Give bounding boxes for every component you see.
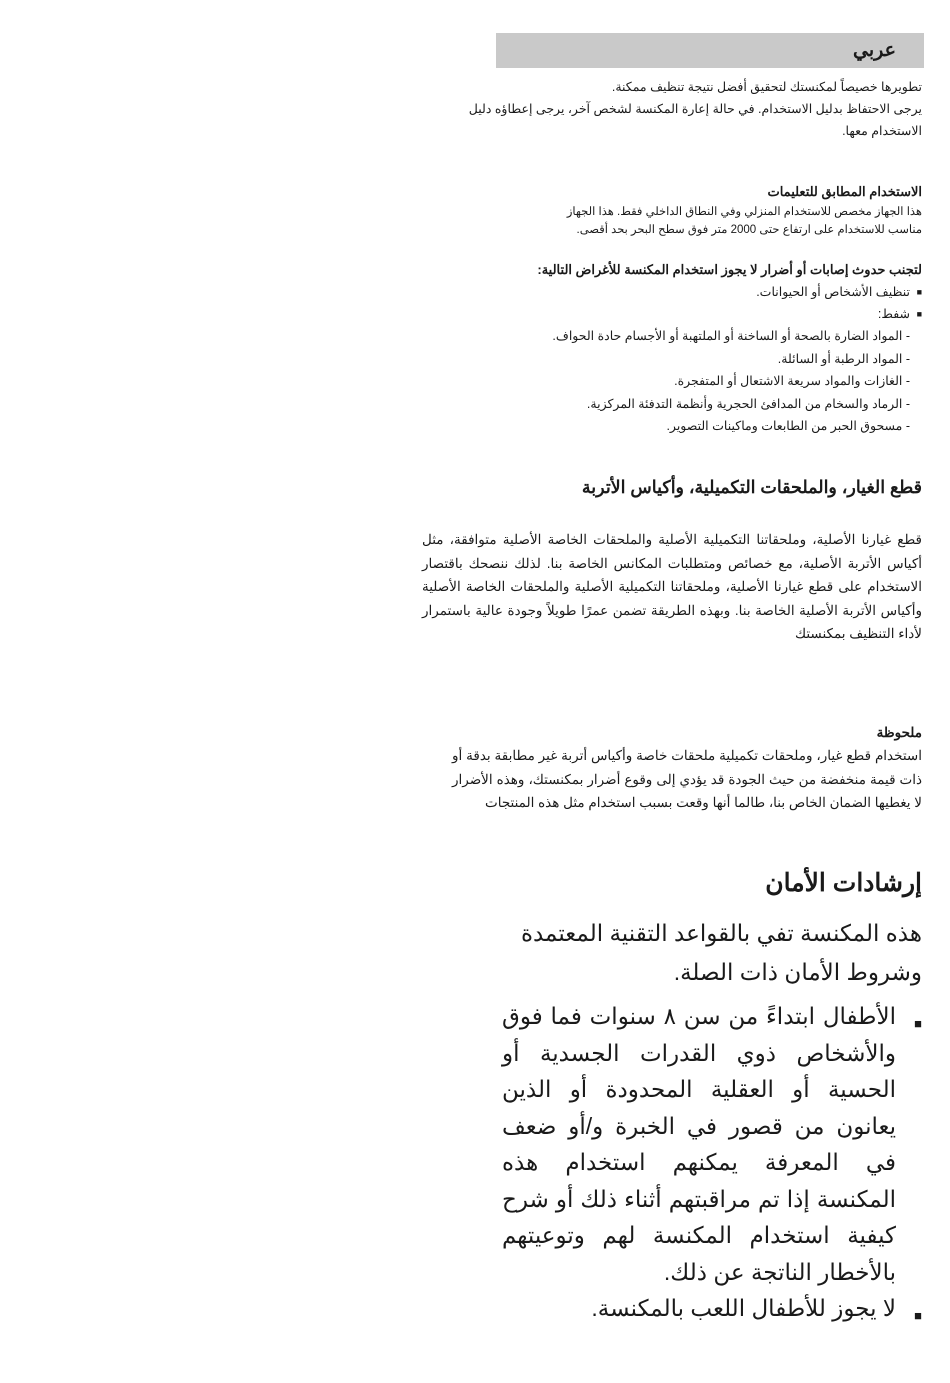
note-body: استخدام قطع غيار، وملحقات تكميلية ملحقات خاصة وأكياس أتربة غير مطابقة بدقة أو ذات قيمة منخفضة من حيث الجودة قد يؤدي إلى وقوع أضرار بمكنستك، وهذه الأضرار لا يغطيها الضمان الخاص بنا، طالما أنها وقعت بسبب استخدام مثل هذه المنتجات [452, 748, 922, 810]
spare-parts-section [422, 477, 922, 646]
language-label: عربي [853, 40, 896, 61]
list-item: ■ لا يجوز للأطفال اللعب بالمكنسة. [502, 1290, 922, 1327]
intended-use-heading: الاستخدام المطابق للتعليمات [767, 184, 922, 199]
prohibited-uses-list [402, 281, 922, 325]
sub-list-item: - المواد الرطبة أو السائلة. [777, 351, 910, 366]
spare-parts-body: قطع غيارنا الأصلية، وملحقاتنا التكميلية الأصلية والملحقات الخاصة الأصلية متوافقة، مثل أكياس الأتربة الأصلية، مع خصائص ومتطلبات المكانس الخاصة بنا. لذلك ننصحك باقتصار الاستخدام على قطع غيارنا الأصلية، وملحقاتنا التكميلية الأصلية والملحقات الخاصة الأصلية وأكياس الأتربة الأصلية الخاصة بنا. وبهذه الطريقة تضمن عمرًا طويلاً وجودة عالية باستمرار لأداء التنظيف بمكنستك [422, 532, 922, 641]
list-item: ■ الأطفال ابتداءً من سن ٨ سنوات فما فوق والأشخاص ذوي القدرات الجسدية أو الحسية أو العقلية المحدودة أو الذين يعانون من قصور في الخبرة و/أو ضعف في المعرفة يمكنهم استخدام هذه المكنسة إذا تم مراقبتهم أثناء ذلك أو شرح كيفية استخدام المكنسة لهم وتوعيتهم بالأخطار الناتجة عن ذلك. [502, 998, 922, 1290]
safety-list [502, 998, 922, 1327]
spare-parts-heading: قطع الغيار، والملحقات التكميلية، وأكياس الأتربة [581, 477, 922, 497]
intended-use-line-2: مناسب للاستخدام على ارتفاع حتى 2000 متر فوق سطح البحر بحد أقصى. [576, 224, 922, 236]
note-section [452, 722, 922, 815]
intro-section [422, 76, 922, 142]
prohibited-uses-heading: لتجنب حدوث إصابات أو أضرار لا يجوز استخدام المكنسة للأغراض التالية: [537, 262, 922, 277]
list-item-label: ■ شفط: [877, 307, 910, 321]
intended-use-line-1: هذا الجهاز مخصص للاستخدام المنزلي وفي النطاق الداخلي فقط. هذا الجهاز [566, 206, 922, 218]
sub-list-item: - الرماد والسخام من المدافئ الحجرية وأنظمة التدفئة المركزية. [586, 396, 910, 411]
language-header-bar [496, 33, 924, 68]
sub-list-item: - المواد الضارة بالصحة أو الساخنة أو الملتهبة أو الأجسام حادة الحواف. [552, 329, 910, 343]
safety-intro: هذه المكنسة تفي بالقواعد التقنية المعتمدة وشروط الأمان ذات الصلة. [520, 920, 922, 985]
intro-line-2: يرجى الاحتفاظ بدليل الاستخدام. في حالة إعارة المكنسة لشخص آخر، يرجى إعطاؤه دليل الاستخدام معها. [468, 102, 922, 138]
sub-list-item: - الغازات والمواد سريعة الاشتعال أو المتفجرة. [674, 374, 910, 388]
safety-section [502, 860, 922, 1327]
note-heading: ملحوظة [876, 725, 922, 740]
intro-line-1: تطويرها خصيصاً لمكنستك لتحقيق أفضل نتيجة تنظيف ممكنة. [611, 80, 922, 94]
list-item [402, 303, 922, 325]
safety-heading: إرشادات الأمان [765, 869, 922, 897]
list-item: ■ تنظيف الأشخاص أو الحيوانات. [402, 281, 922, 303]
prohibited-uses-section [402, 259, 922, 438]
intended-use-section [402, 181, 922, 239]
sub-list-item: - مسحوق الحبر من الطابعات وماكينات التصوير. [666, 419, 910, 433]
